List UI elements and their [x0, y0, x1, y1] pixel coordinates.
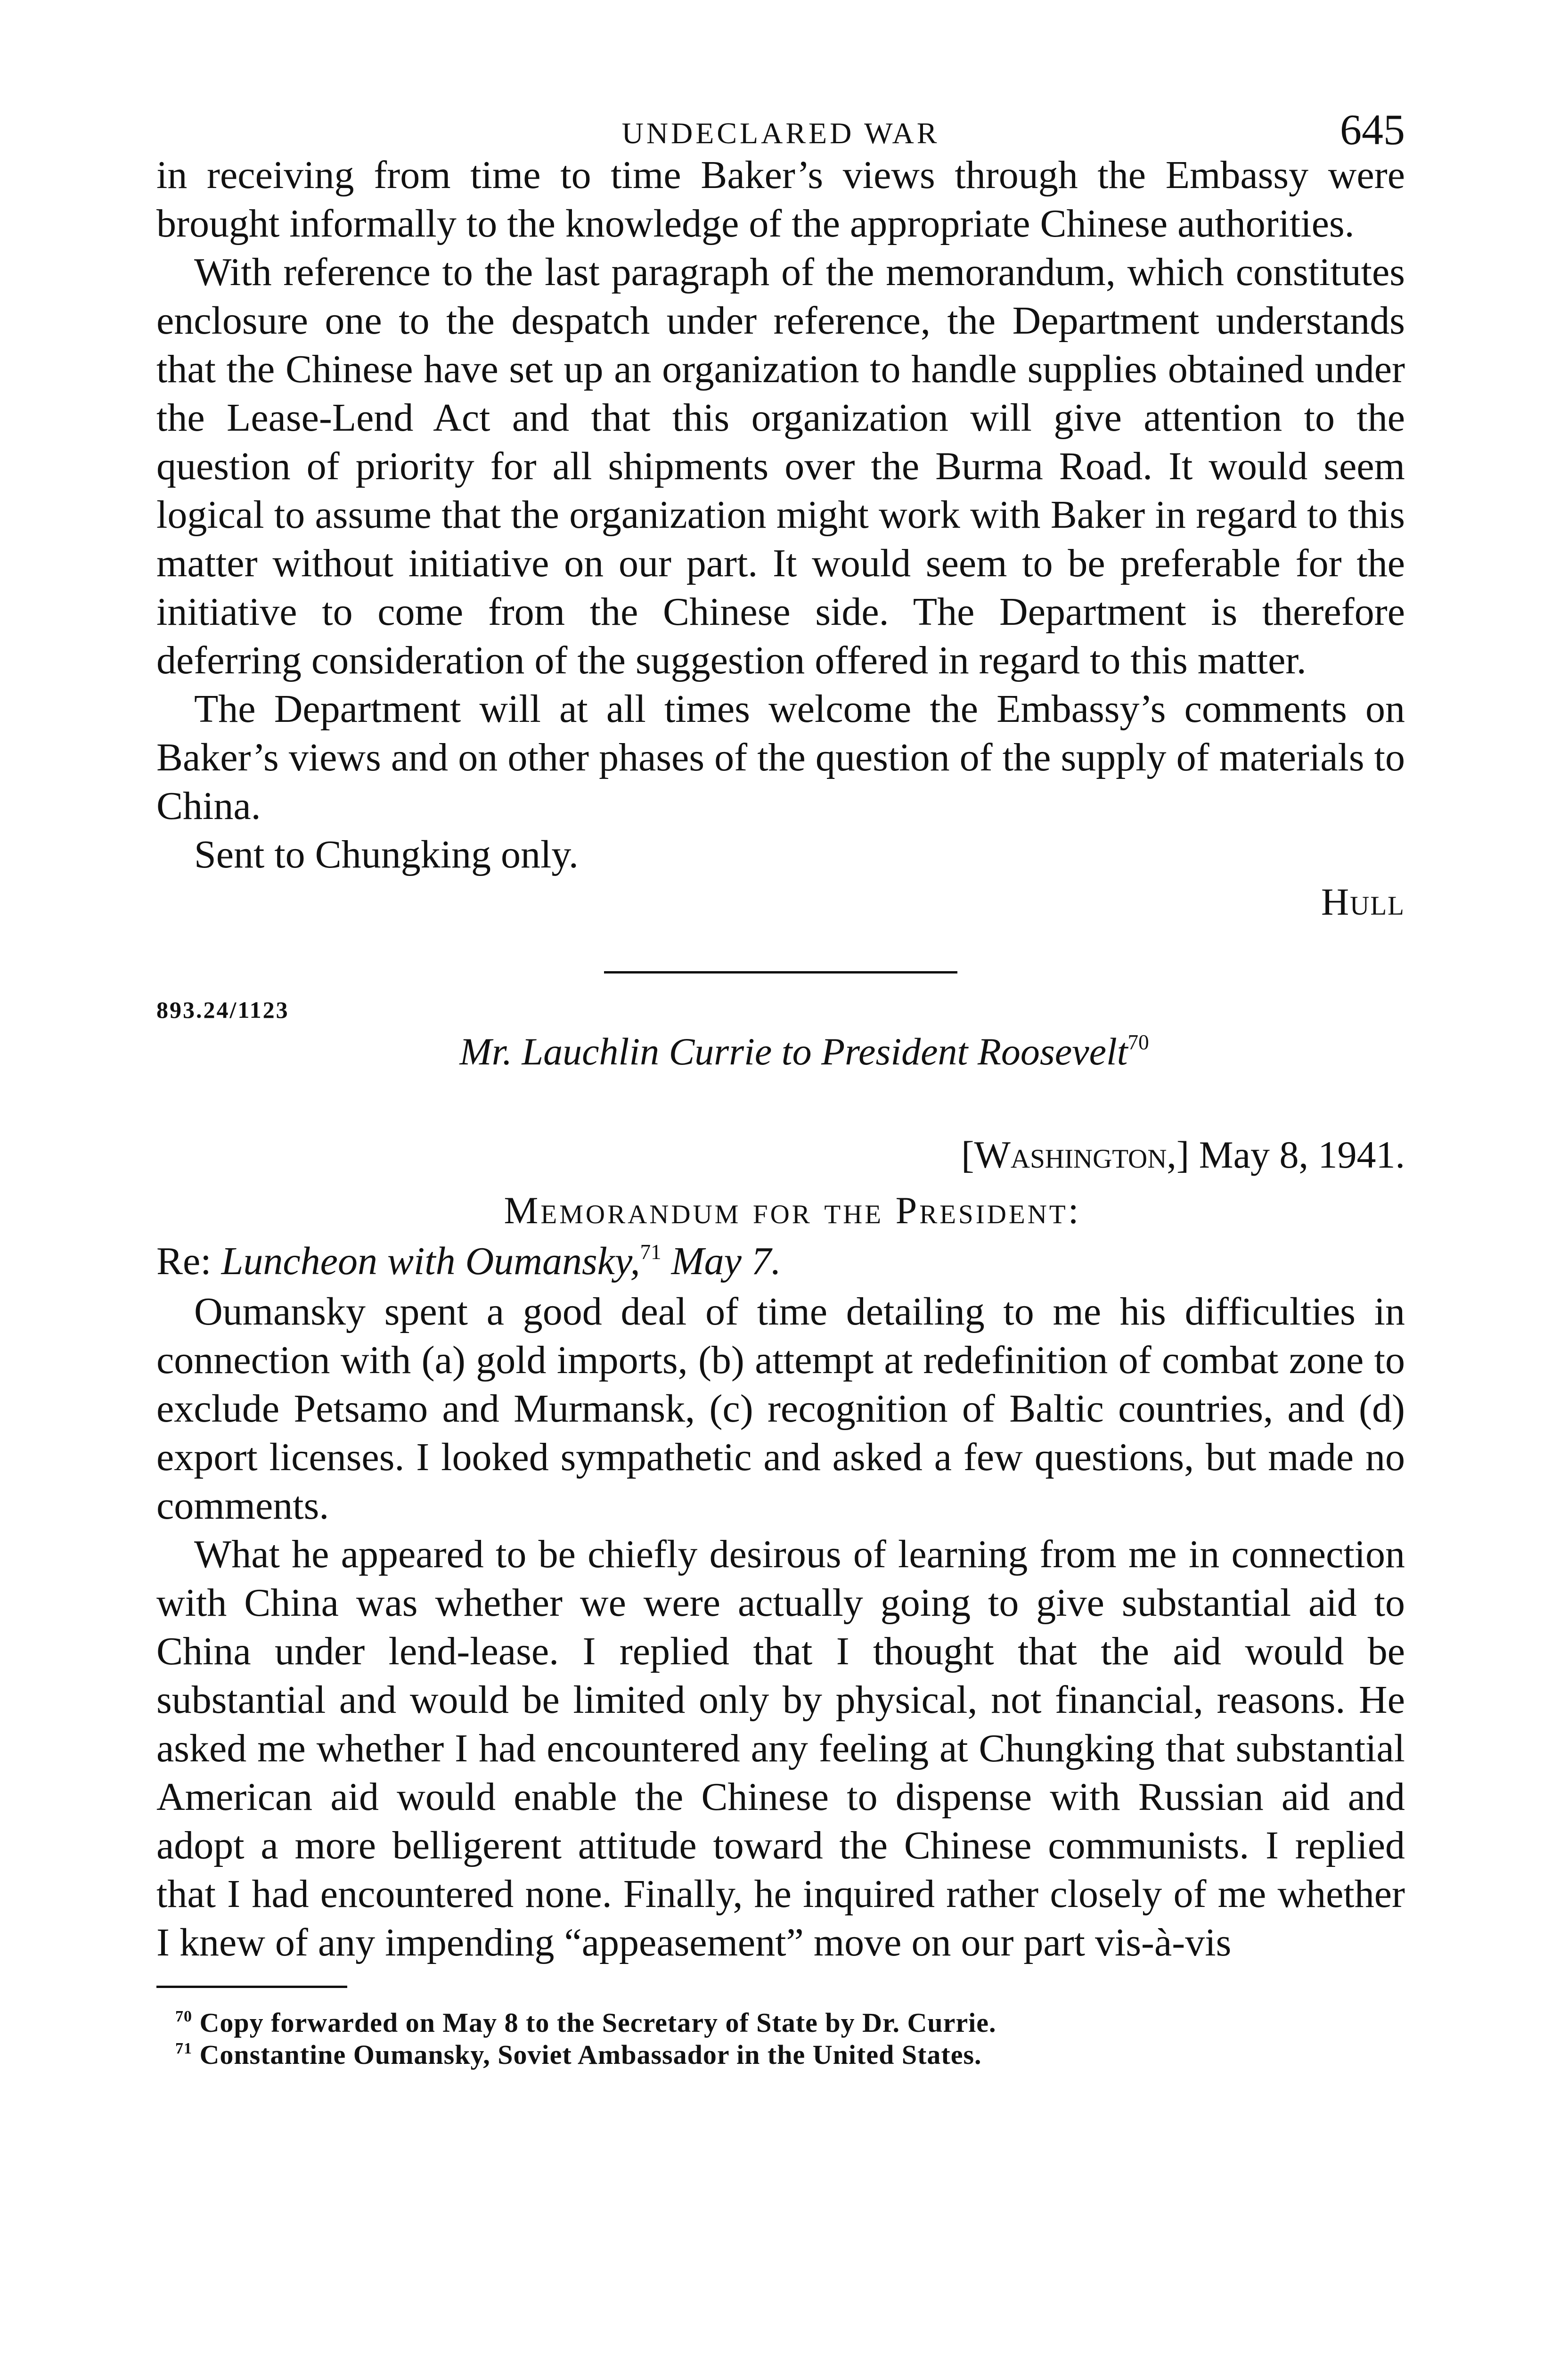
- footnote-marker: 70: [1127, 1031, 1149, 1054]
- paragraph: With reference to the last paragraph of the memorandum, which constitutes enclosure one to the despatch under reference, the Department understands that the Chinese have set up an organization to handle supplies obtained under the Lease-Lend Act and that this organization will give attention to the question of priority for all shipments over the Burma Road. It would seem logical to assume that the organization might work with Baker in regard to this matter without initiative on our part. It would seem to be preferable for the initiative to come from the Chinese side. The Department is therefore deferring consideration of the suggestion offered in regard to this matter.: [156, 250, 1405, 682]
- subject-line: [156, 1235, 1405, 1287]
- date-line: [156, 1133, 1405, 1177]
- footnotes: [156, 2007, 1405, 2071]
- paragraph: Sent to Chungking only.: [194, 833, 579, 876]
- footnote-marker: 71: [640, 1240, 662, 1264]
- memo-title: Memorandum for the President:: [504, 1189, 1081, 1232]
- footnote-text: Copy forwarded on May 8 to the Secretary of State by Dr. Currie.: [199, 2007, 996, 2038]
- heading-text: Mr. Lauchlin Currie to President Roosevelt: [459, 1030, 1128, 1073]
- footnote: [175, 2007, 1405, 2039]
- paragraph: The Department will at all times welcome the Embassy’s comments on Baker’s views and on other phases of the question of the supply of materials to China.: [156, 687, 1405, 828]
- running-title: UNDECLARED WAR: [621, 116, 940, 150]
- place: [Washington,]: [961, 1133, 1190, 1176]
- subject-text: Luncheon with Oumansky,: [221, 1239, 640, 1283]
- paragraph: What he appeared to be chiefly desirous of learning from me in connection with China was whether we were actually going to give substantial aid to China under lend-lease. I replied that I thought that the aid would be substantial and would be limited only by physical, not financial, reasons. He asked me whether I had encountered any feeling at Chungking that substantial American aid would enable the Chinese to dispense with Russian aid and adopt a more belligerent attitude toward the Chinese communists. I replied that I had encountered none. Finally, he inquired rather closely of me whether I knew of any impending “appeasement” move on our part vis-à-vis: [156, 1532, 1405, 1964]
- page-number: 645: [1340, 106, 1405, 154]
- file-number: 893.24/1123: [156, 997, 289, 1023]
- paragraph: Oumansky spent a good deal of time detailing to me his difficulties in connection with (a) gold imports, (b) attempt at redefinition of combat zone to exclude Petsamo and Murmansk, (c) recognition of Baltic countries, and (d) export licenses. I looked sympathetic and asked a few questions, but made no comments.: [156, 1290, 1405, 1528]
- memo-body: [156, 1287, 1405, 1967]
- document-page: [156, 99, 1405, 2071]
- subject-label: Re:: [156, 1239, 212, 1283]
- paragraph: in receiving from time to time Baker’s views through the Embassy were brought informally to the knowledge of the appropriate Chinese authorities.: [156, 153, 1405, 245]
- footnote-number: 71: [175, 2040, 192, 2057]
- section-divider: [604, 971, 957, 973]
- document-heading: [156, 1023, 1405, 1080]
- date: May 8, 1941.: [1199, 1133, 1405, 1176]
- footnote-text: Constantine Oumansky, Soviet Ambassador in the United States.: [199, 2039, 982, 2070]
- letter-body: [156, 151, 1405, 924]
- subject-date: May 7.: [671, 1239, 781, 1283]
- footnote-divider: [156, 1986, 347, 1988]
- signature: Hull: [1321, 880, 1405, 923]
- running-header: [156, 99, 1405, 154]
- footnote: [175, 2039, 1405, 2071]
- footnote-number: 70: [175, 2008, 192, 2025]
